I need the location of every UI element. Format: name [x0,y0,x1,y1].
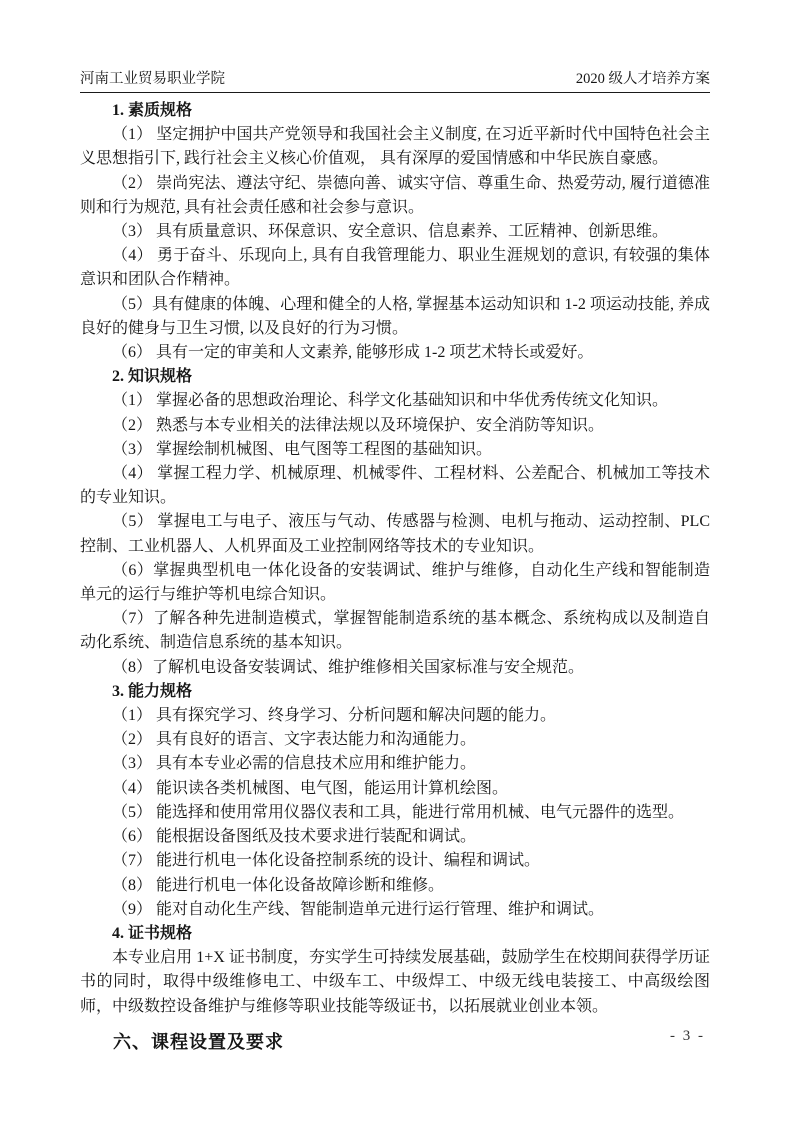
page-header [80,71,710,93]
section-heading-quality: 1. 素质规格 [112,102,193,119]
paragraph: （1） 坚定拥护中国共产党领导和我国社会主义制度, 在习近平新时代中国特色社会主义思想指引下, 践行社会主义核心价值观， 具有深厚的爱国情感和中华民族自豪感。 [80,126,710,168]
page-number: - 3 - [670,1028,705,1044]
paragraph: （6）掌握典型机电一体化设备的安装调试、维护与维修，自动化生产线和智能制造单元的运行与维护等机电综合知识。 [80,561,710,604]
paragraph: （4） 能识读各类机械图、电气图，能运用计算机绘图。 [112,779,509,797]
header-school-name: 河南工业贸易职业学院 [80,71,225,87]
paragraph: （6） 具有一定的审美和人文素养, 能够形成 1-2 项艺术特长或爱好。 [112,344,594,362]
paragraph: （5）具有健康的体魄、心理和健全的人格, 掌握基本运动知识和 1-2 项运动技能, 养成良好的健身与卫生习惯, 以及良好的行为习惯。 [80,295,710,337]
paragraph: （3） 掌握绘制机械图、电气图等工程图的基础知识。 [112,440,493,458]
paragraph: （2） 熟悉与本专业相关的法律法规以及环境保护、安全消防等知识。 [112,416,605,434]
paragraph: （8） 能进行机电一体化设备故障诊断和维修。 [112,876,445,894]
section-heading-knowledge: 2. 知识规格 [112,368,193,386]
paragraph: （3） 具有本专业必需的信息技术应用和维护能力。 [112,755,477,773]
paragraph: （4） 掌握工程力学、机械原理、机械零件、工程材料、公差配合、机械加工等技术的专业知识。 [80,465,710,507]
paragraph: （4） 勇于奋斗、乐现向上, 具有自我管理能力、职业生涯规划的意识, 有较强的集体意识和团队合作精神。 [80,247,710,289]
paragraph: （6） 能根据设备图纸及技术要求进行装配和调试。 [112,828,477,846]
document-body [80,99,710,1054]
paragraph: （1） 掌握必备的思想政治理论、科学文化基础知识和中华优秀传统文化知识。 [112,392,669,410]
paragraph: （8）了解机电设备安装调试、维护维修相关国家标准与安全规范。 [112,658,585,676]
paragraph: 本专业启用 1+X 证书制度，夯实学生可持续发展基础，鼓励学生在校期间获得学历证书的同时，取得中级维修电工、中级车工、中级焊工、中级无线电装接工、中高级绘图师，中级数控设备维护与维修等职业技能等级证书，以拓展就业创业本领。 [80,949,710,1015]
paragraph: （2） 崇尚宪法、遵法守纪、崇德向善、诚实守信、尊重生命、热爱劳动, 履行道德准则和行为规范, 具有社会责任感和社会参与意识。 [80,174,710,216]
paragraph: （1） 具有探究学习、终身学习、分析问题和解决问题的能力。 [112,707,557,725]
paragraph: （3） 具有质量意识、环保意识、安全意识、信息素养、工匠精神、创新思维。 [112,223,669,241]
paragraph: （9） 能对自动化生产线、智能制造单元进行运行管理、维护和调试。 [112,900,605,918]
chapter-heading-courses: 六、课程设置及要求 [113,1031,284,1052]
paragraph: （5） 掌握电工与电子、液压与气动、传感器与检测、电机与拖动、运动控制、PLC 控制、工业机器人、人机界面及工业控制网络等技术的专业知识。 [80,513,710,555]
section-heading-ability: 3. 能力规格 [112,682,193,700]
section-heading-certificate: 4. 证书规格 [112,924,193,942]
paragraph: （2） 具有良好的语言、文字表达能力和沟通能力。 [112,731,477,749]
paragraph: （5） 能选择和使用常用仪器仪表和工具，能进行常用机械、电气元器件的选型。 [112,803,685,821]
paragraph: （7）了解各种先进制造模式，掌握智能制造系统的基本概念、系统构成以及制造自动化系统、制造信息系统的基本知识。 [80,610,710,652]
header-document-title: 2020 级人才培养方案 [575,71,710,87]
paragraph: （7） 能进行机电一体化设备控制系统的设计、编程和调试。 [112,852,541,870]
